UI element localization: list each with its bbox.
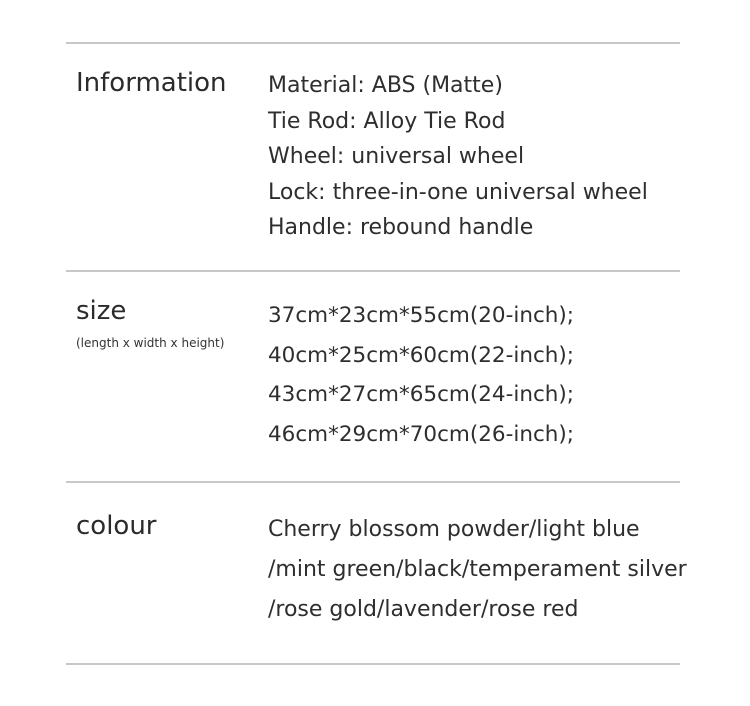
section-label-information: Information: [76, 68, 227, 98]
divider-top: [66, 42, 680, 44]
divider-after-information: [66, 270, 680, 272]
colour-line-2: /mint green/black/temperament silver: [268, 557, 687, 582]
information-line-wheel: Wheel: universal wheel: [268, 144, 525, 169]
information-list: [268, 68, 648, 246]
information-line-handle: Handle: rebound handle: [268, 215, 534, 240]
size-dimension-note: (length x width x height): [76, 336, 225, 350]
colour-line-1: Cherry blossom powder/light blue: [268, 517, 640, 542]
information-line-material: Material: ABS (Matte): [268, 73, 503, 98]
size-line-20-inch: 37cm*23cm*55cm(20-inch);: [268, 303, 575, 328]
information-line-lock: Lock: three-in-one universal wheel: [268, 179, 648, 205]
size-line-24-inch: 43cm*27cm*65cm(24-inch);: [268, 382, 575, 407]
information-line-tie-rod: Tie Rod: Alloy Tie Rod: [268, 108, 506, 134]
size-line-26-inch: 46cm*29cm*70cm(26-inch);: [268, 421, 575, 447]
section-label-colour: colour: [76, 511, 157, 541]
size-list: [268, 296, 574, 454]
colour-line-3: /rose gold/lavender/rose red: [268, 597, 579, 622]
section-label-size: size: [76, 296, 127, 326]
divider-bottom: [66, 663, 680, 665]
size-line-22-inch: 40cm*25cm*60cm(22-inch);: [268, 342, 575, 368]
divider-after-size: [66, 481, 680, 483]
colour-list: [268, 510, 687, 630]
